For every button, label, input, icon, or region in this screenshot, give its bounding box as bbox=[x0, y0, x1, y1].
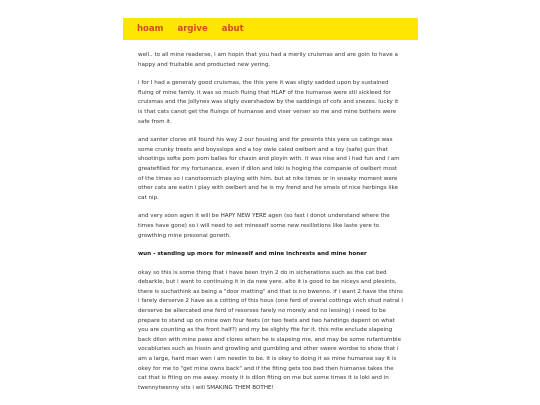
post-paragraph-3: and santer clorse stil found his way 2 our housing and for presints this yere us catings was some crunky treets and boysslops and a toy owle caled owlbert and a toy (safe) gun that shootings softe pom pom balles for chasin and ployin with. it was nise and i had fun and i am greatefilled for my fortunance, even if dilon and loki is hoging the companie of owlbert most of the times so i canotsomuch playing with him. but at nite times or in sneaky moment were other cats are eatin i play with owlbert and he is my frend and he smels of nice herbings like cat nip. bbox=[138, 137, 400, 201]
nav-link-home[interactable]: hoam bbox=[137, 24, 164, 34]
nav-link-about[interactable]: abut bbox=[221, 24, 244, 34]
post-paragraph-2: i for I had a generaly good cruismas, the this yere it was sligty sadded upon by sustained fluing of mine famly. it was so much fluing that HLAF of the humanse were stil sickleed for cruismas and the jollynes was sligty overshadow by the saddings of cofs and snezes. lucky it is that cats canot get the fluings of humanse and viser verser so me and mine bothers were safe from it. bbox=[138, 80, 399, 125]
post-paragraph-4: and very soon agen it will be HAPY NEW YERE agen (so fast i donot understand where the times have gone) so i will need to set mineself some new resillotions like laste yere to growthing mine presonal gorwth. bbox=[138, 213, 390, 239]
page-container bbox=[123, 18, 418, 402]
post-paragraph-1: well.. to all mine readerse, i am hopin that you had a merily cruismas and are goin to have a happy and fruitable and producted new yering. bbox=[138, 52, 398, 68]
post-content bbox=[123, 40, 418, 393]
post-paragraph-5: okay so this is some thing that i have been tryin 2 do in sicherations such as the cat bed debarkle, but i want to continuing it in da new yere. alto it is good to be niceys and plesints, there is suchathink as being a "door matting" and that is no bwenno. if i want 2 have the thins i farely derserve 2 have as a cotting of this hous (one ferd of overal cottings wich shud natral i derserve be allercated one ferd of resorses farely no morely and no lessing) i need to be prepare to stand up on mine own four feets (or two feets and two handings depent on what you are counting as the front half?) and my be slighty fite for it. this mite enclude slapeing back dilon with mine paws and clores when he is slapeing me, and may be some rufantumble vocabluries such as hissin and growling and gumbling and other swere wordse to show that i am a large, hard man wen i am needin to be. it is okey to doing it as mine humanse say it is okey for me to "get mine owns back" and if the fiting gets too bad then humanse takes the cat that is fiting on me away. mosty it is dilon fiting on me but some times it is loki and in twennytwenny sits i will SMAKING THEM BOTHE! bbox=[138, 269, 403, 391]
nav-link-archive[interactable]: argive bbox=[177, 24, 208, 34]
post-section-heading: wun - standing up more for mineself and mine inchrests and mine honer bbox=[138, 251, 367, 258]
top-navbar bbox=[123, 18, 418, 40]
